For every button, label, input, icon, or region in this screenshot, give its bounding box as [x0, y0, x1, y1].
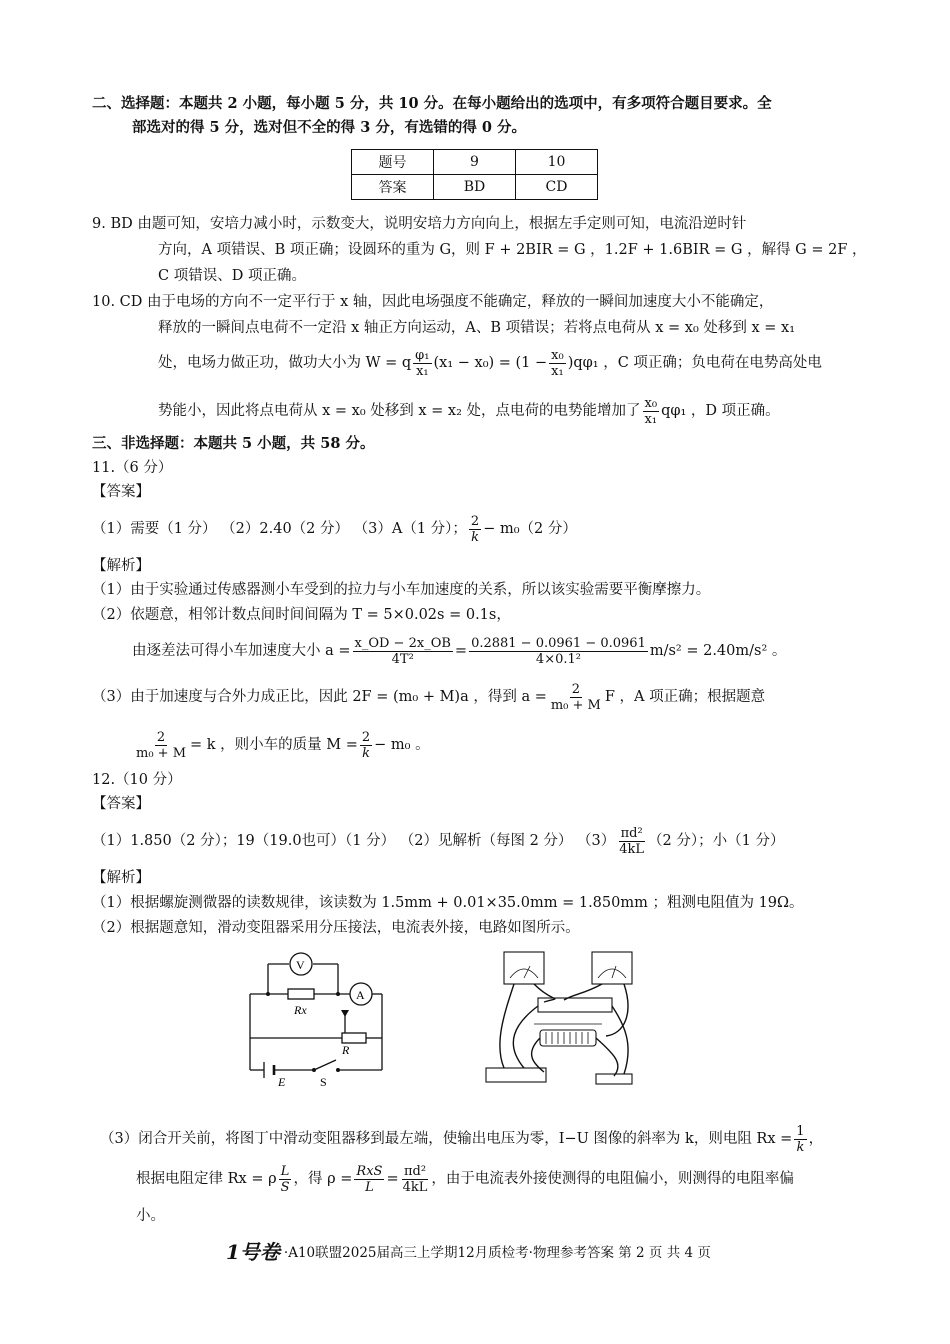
- battery-box-icon: [486, 1068, 546, 1082]
- q12-answer-line: [92, 824, 870, 858]
- voltmeter-device-icon: [504, 952, 544, 984]
- fraction-numerator: x_OD − 2x_OB: [354, 635, 451, 651]
- q10-line3: [158, 346, 870, 380]
- q11-explain-5-b: − m₀ 。: [374, 737, 430, 753]
- q11-explain-4-b: F ，A 项正确；根据题意: [604, 689, 766, 705]
- q12-explain-label: 【解析】: [92, 870, 150, 886]
- q10-line4: [158, 394, 870, 428]
- q12-fraction-result: [401, 1164, 430, 1195]
- ammeter-label: A: [356, 988, 365, 1002]
- table-header-q10: 10: [516, 150, 598, 175]
- fraction-denominator: k: [471, 529, 479, 545]
- table-header-label: 题号: [352, 150, 434, 175]
- q11-explain-5: [132, 728, 870, 762]
- section2-heading-line1: 二、选择题：本题共 2 小题，每小题 5 分，共 10 分。在每小题给出的选项中，有多项符合题目要求。全: [92, 95, 772, 112]
- q11-explain-label: 【解析】: [92, 558, 150, 574]
- section3-heading: 三、非选择题：本题共 5 小题，共 58 分。: [92, 435, 375, 452]
- brand-logo: 1号卷: [226, 1240, 280, 1264]
- q12-fraction-rx: [794, 1124, 806, 1155]
- q12-explain-4-d: ，由于电流表外接使测得的电阻偏小，则测得的电阻率偏: [431, 1171, 794, 1187]
- ammeter-device-icon: [592, 952, 632, 984]
- q11-explain-3: [132, 634, 870, 668]
- q12-explain-4-b: ，得 ρ =: [293, 1171, 353, 1187]
- q11-explain-1: （1）由于实验通过传感器测小车受到的拉力与小车加速度的关系，所以该实验需要平衡摩擦力。: [92, 582, 711, 598]
- fraction-denominator: k: [362, 745, 370, 761]
- fraction-denominator: 4kL: [402, 1179, 428, 1195]
- fraction-numerator: πd²: [403, 1163, 427, 1179]
- q10-line3-b: (x₁ − x₀) = (1 −: [433, 355, 548, 371]
- q11-answer-a: （1）需要（1 分） （2）2.40（2 分） （3）A（1 分）；: [92, 521, 467, 537]
- fraction-denominator: L: [365, 1179, 374, 1195]
- q10-line1: 10. CD 由于电场的方向不一定平行于 x 轴，因此电场强度不能确定，释放的一瞬间加速度大小不能确定，: [92, 294, 774, 310]
- q12-explain-3-b: ，: [808, 1131, 824, 1147]
- fraction-numerator: 2: [361, 729, 371, 745]
- q10-line3-a: 处，电场力做正功，做功大小为 W = q: [158, 355, 412, 371]
- rheostat-icon: [342, 1033, 366, 1043]
- q11-explain-5-a: = k ，则小车的质量 M =: [190, 737, 358, 753]
- q11-explain-4-a: （3）由于加速度与合外力成正比，因此 2F = (m₀ + M)a ，得到 a =: [92, 689, 547, 705]
- q10-fraction-x0-x1: [549, 348, 566, 379]
- table-answer-q9: BD: [434, 175, 516, 200]
- rheostat-device-icon: [540, 1030, 596, 1046]
- q12-title: 12.（10 分）: [92, 772, 182, 788]
- q10-fraction-phi-x1: [413, 348, 431, 379]
- q11-explain-4: [92, 680, 870, 714]
- q12-explain-3-a: （3）闭合开关前，将图丁中滑动变阻器移到最左端，使输出电压为零，I−U 图像的斜率为 k，则电阻 Rx =: [100, 1131, 793, 1147]
- q11-answer-fraction: [469, 514, 481, 545]
- fraction-denominator: 4T²: [391, 651, 414, 667]
- switch-contact-icon: [312, 1068, 316, 1072]
- fraction-numerator: 0.2881 − 0.0961 − 0.0961: [471, 635, 646, 651]
- section2-heading-line2: 部选对的得 5 分，选对但不全的得 3 分，有选错的得 0 分。: [132, 119, 527, 136]
- fraction-denominator: m₀ + M: [136, 745, 187, 761]
- q12-explain-5: 小。: [136, 1208, 165, 1224]
- table-row: [352, 150, 598, 175]
- table-row: [352, 175, 598, 200]
- table-answer-label: 答案: [352, 175, 434, 200]
- battery-label: E: [278, 1075, 286, 1088]
- q12-answer-a: （1）1.850（2 分）；19（19.0也可）（1 分） （2）见解析（每图 2 分） （3）: [92, 833, 616, 849]
- junction-dot-icon: [266, 992, 270, 996]
- q10-line2: 释放的一瞬间点电荷不一定沿 x 轴正方向运动，A、B 项错误；若将点电荷从 x = x₀ 处移到 x = x₁: [158, 320, 796, 336]
- q11-explain-3-c: m/s² = 2.40m/s² 。: [649, 643, 787, 659]
- rheostat-slider-arrow-icon: [341, 1010, 349, 1017]
- rx-label: Rx: [294, 1003, 307, 1017]
- q9-line1: 9. BD 由题可知，安培力减小时，示数变大，说明安培力方向向上，根据左手定则可知，电流沿逆时针: [92, 216, 747, 232]
- q11-answer-label: 【答案】: [92, 484, 150, 500]
- q10-line4-b: qφ₁ ，D 项正确。: [661, 403, 780, 419]
- q9-line3: C 项错误、D 项正确。: [158, 268, 306, 284]
- fraction-numerator: 2: [571, 681, 580, 697]
- q12-answer-label: 【答案】: [92, 796, 150, 812]
- q11-answer-line: [92, 512, 870, 546]
- q12-fraction-rho: [354, 1164, 384, 1195]
- junction-dot-icon: [336, 992, 340, 996]
- resistor-rx-icon: [288, 989, 314, 999]
- q11-fraction-a: [549, 682, 603, 713]
- fraction-denominator: k: [796, 1139, 805, 1155]
- q11-fraction-formula: [353, 636, 453, 667]
- table-header-q9: 9: [434, 150, 516, 175]
- fraction-numerator: 1: [796, 1123, 805, 1139]
- q12-fraction-ls: [279, 1164, 292, 1195]
- fraction-denominator: x₁: [644, 411, 658, 427]
- q11-explain-3-a: 由逐差法可得小车加速度大小 a =: [132, 643, 351, 659]
- answer-table: [351, 149, 598, 200]
- fraction-numerator: L: [280, 1163, 290, 1179]
- footer-text: ·A10联盟2025届高三上学期12月质检考·物理参考答案 第 2 页 共 4 页: [283, 1244, 711, 1261]
- q10-line3-c: )qφ₁ ，C 项正确；负电荷在电势高处电: [567, 355, 822, 371]
- fraction-denominator: x₁: [551, 363, 564, 379]
- q11-fraction-values: [469, 636, 648, 667]
- q12-answer-b: （2 分）；小（1 分）: [648, 833, 785, 849]
- q12-explain-4-a: 根据电阻定律 Rx = ρ: [136, 1171, 277, 1187]
- q11-fraction-mass: [360, 730, 372, 761]
- q12-answer-fraction: [617, 826, 646, 857]
- q12-explain-2: （2）根据题意知，滑动变阻器采用分压接法，电流表外接，电路如图所示。: [92, 920, 580, 936]
- fraction-numerator: 2: [156, 729, 166, 745]
- fraction-numerator: RxS: [356, 1163, 383, 1179]
- q12-explain-1: （1）根据螺旋测微器的读数规律，该读数为 1.5mm + 0.01×35.0mm = 1.850mm ；粗测电阻值为 19Ω。: [92, 895, 804, 911]
- table-answer-q10: CD: [516, 175, 598, 200]
- fraction-denominator: S: [280, 1179, 290, 1195]
- voltmeter-label: V: [296, 958, 305, 972]
- circuit-schematic: [242, 952, 392, 1088]
- q9-line2: 方向，A 项错误、B 项正确；设圆环的重为 G，则 F + 2BIR = G ，1.2F + 1.6BIR = G ，解得 G = 2F ，: [158, 242, 867, 258]
- fraction-denominator: 4kL: [619, 841, 645, 857]
- fraction-numerator: x₀: [551, 347, 564, 363]
- fraction-denominator: m₀ + M: [550, 697, 601, 713]
- q10-line4-a: 势能小，因此将点电荷从 x = x₀ 处移到 x = x₂ 处，点电荷的电势能增加了: [158, 403, 641, 419]
- rheostat-label: R: [342, 1043, 350, 1057]
- q11-title: 11.（6 分）: [92, 460, 173, 476]
- physical-circuit-illustration: [474, 944, 644, 1092]
- q12-explain-4: [136, 1162, 870, 1196]
- q10-fraction-energy: [643, 396, 660, 427]
- q11-answer-b: − m₀（2 分）: [483, 521, 577, 537]
- fraction-denominator: 4×0.1²: [535, 651, 581, 667]
- fraction-numerator: πd²: [620, 825, 643, 841]
- q11-explain-2: （2）依题意，相邻计数点间时间间隔为 T = 5×0.02s = 0.1s，: [92, 607, 511, 623]
- q12-explain-3: [100, 1122, 870, 1156]
- fraction-numerator: φ₁: [415, 347, 430, 363]
- q12-explain-4-c: =: [386, 1171, 399, 1187]
- switch-label: S: [320, 1075, 327, 1088]
- fraction-numerator: 2: [470, 513, 480, 529]
- fraction-denominator: x₁: [416, 363, 429, 379]
- q11-explain-3-b: =: [454, 643, 468, 659]
- page-footer: [226, 1236, 711, 1265]
- q11-fraction-k: [134, 730, 188, 761]
- switch-contact-icon: [336, 1068, 340, 1072]
- fraction-numerator: x₀: [644, 395, 658, 411]
